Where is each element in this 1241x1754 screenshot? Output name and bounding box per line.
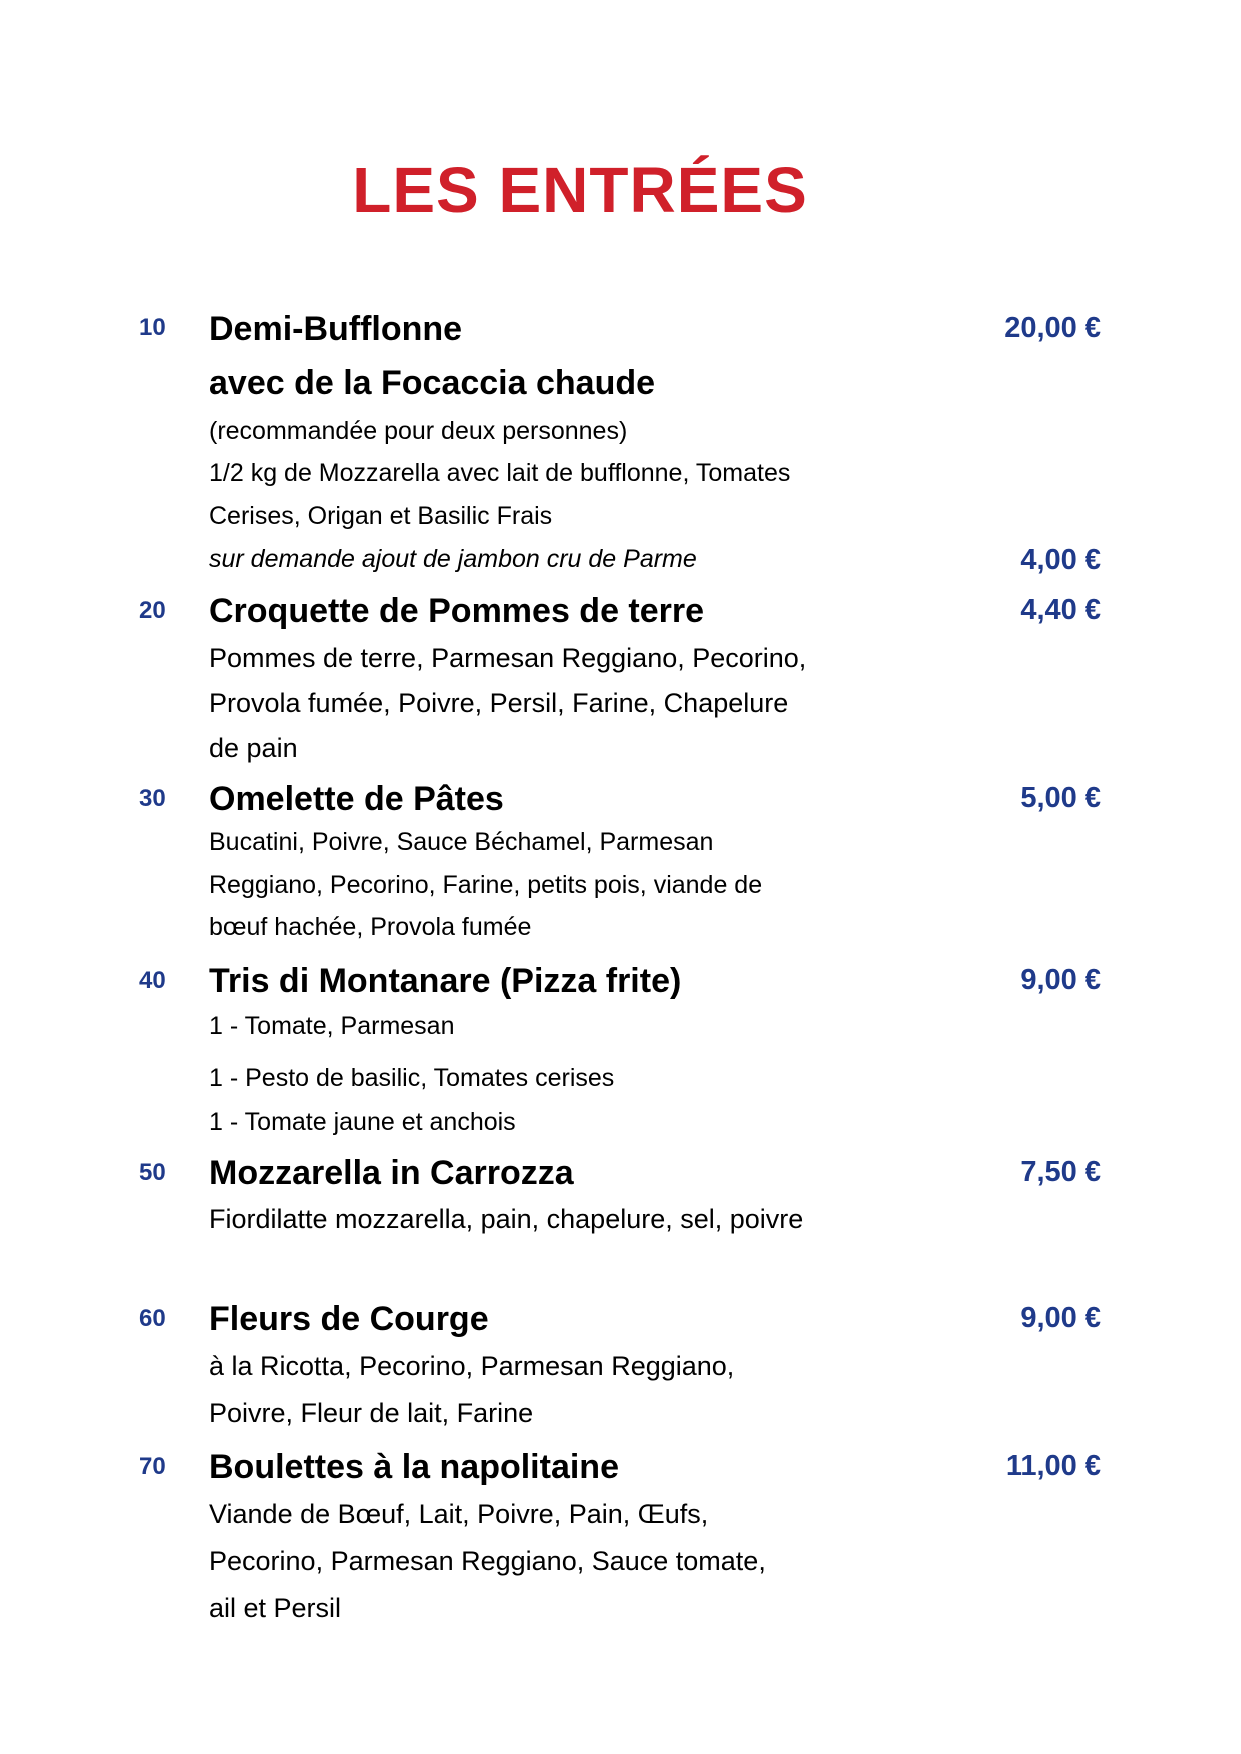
item-description-line: 1 - Pesto de basilic, Tomates cerises: [209, 1064, 615, 1092]
item-description-line: Viande de Bœuf, Lait, Poivre, Pain, Œufs,: [209, 1499, 709, 1529]
item-price: 5,00 €: [1020, 782, 1101, 814]
item-description-line: 1 - Tomate, Parmesan: [209, 1012, 455, 1040]
item-number: 30: [139, 785, 166, 812]
item-number: 20: [139, 597, 166, 624]
item-description-line: Cerises, Origan et Basilic Frais: [209, 502, 553, 530]
item-description-line: bœuf hachée, Provola fumée: [209, 913, 532, 941]
item-number: 60: [139, 1305, 166, 1332]
item-description-line: Poivre, Fleur de lait, Farine: [209, 1398, 534, 1428]
item-description-line: (recommandée pour deux personnes): [209, 417, 628, 445]
item-description-line: ail et Persil: [209, 1593, 342, 1623]
item-description-line: à la Ricotta, Pecorino, Parmesan Reggiano,: [209, 1351, 735, 1381]
item-number: 40: [139, 967, 166, 994]
item-name: Omelette de Pâtes: [209, 780, 504, 818]
item-description-line: Fiordilatte mozzarella, pain, chapelure, sel, poivre: [209, 1204, 804, 1234]
item-name-subline: avec de la Focaccia chaude: [209, 364, 656, 402]
item-price: 4,40 €: [1020, 594, 1101, 626]
item-price: 9,00 €: [1020, 1302, 1101, 1334]
item-price: 9,00 €: [1020, 964, 1101, 996]
item-name: Demi-Bufflonne: [209, 310, 463, 348]
item-price: 7,50 €: [1020, 1156, 1101, 1188]
item-name: Tris di Montanare (Pizza frite): [209, 962, 682, 1000]
item-description-line: Provola fumée, Poivre, Persil, Farine, Chapelure: [209, 688, 789, 718]
item-name: Croquette de Pommes de terre: [209, 592, 705, 630]
item-description-line: Pommes de terre, Parmesan Reggiano, Pecorino,: [209, 643, 807, 673]
item-description-line: Reggiano, Pecorino, Farine, petits pois, viande de: [209, 871, 763, 899]
item-description-line: 1 - Tomate jaune et anchois: [209, 1108, 516, 1136]
item-name: Boulettes à la napolitaine: [209, 1448, 619, 1486]
item-price: 20,00 €: [1004, 312, 1101, 344]
item-description-line: de pain: [209, 733, 298, 763]
item-price: 11,00 €: [1005, 1450, 1101, 1482]
item-number: 50: [139, 1159, 166, 1186]
page-title: LES ENTRÉES: [352, 154, 808, 226]
item-number: 10: [139, 314, 166, 341]
item-number: 70: [139, 1453, 166, 1480]
item-description-line: Bucatini, Poivre, Sauce Béchamel, Parmesan: [209, 828, 714, 856]
item-extra-option: sur demande ajout de jambon cru de Parme: [209, 545, 697, 573]
item-description-line: Pecorino, Parmesan Reggiano, Sauce tomate,: [209, 1546, 766, 1576]
item-description-line: 1/2 kg de Mozzarella avec lait de bufflonne, Tomates: [209, 459, 791, 487]
item-extra-price: 4,00 €: [1020, 544, 1101, 576]
item-name: Mozzarella in Carrozza: [209, 1154, 574, 1192]
item-name: Fleurs de Courge: [209, 1300, 489, 1338]
